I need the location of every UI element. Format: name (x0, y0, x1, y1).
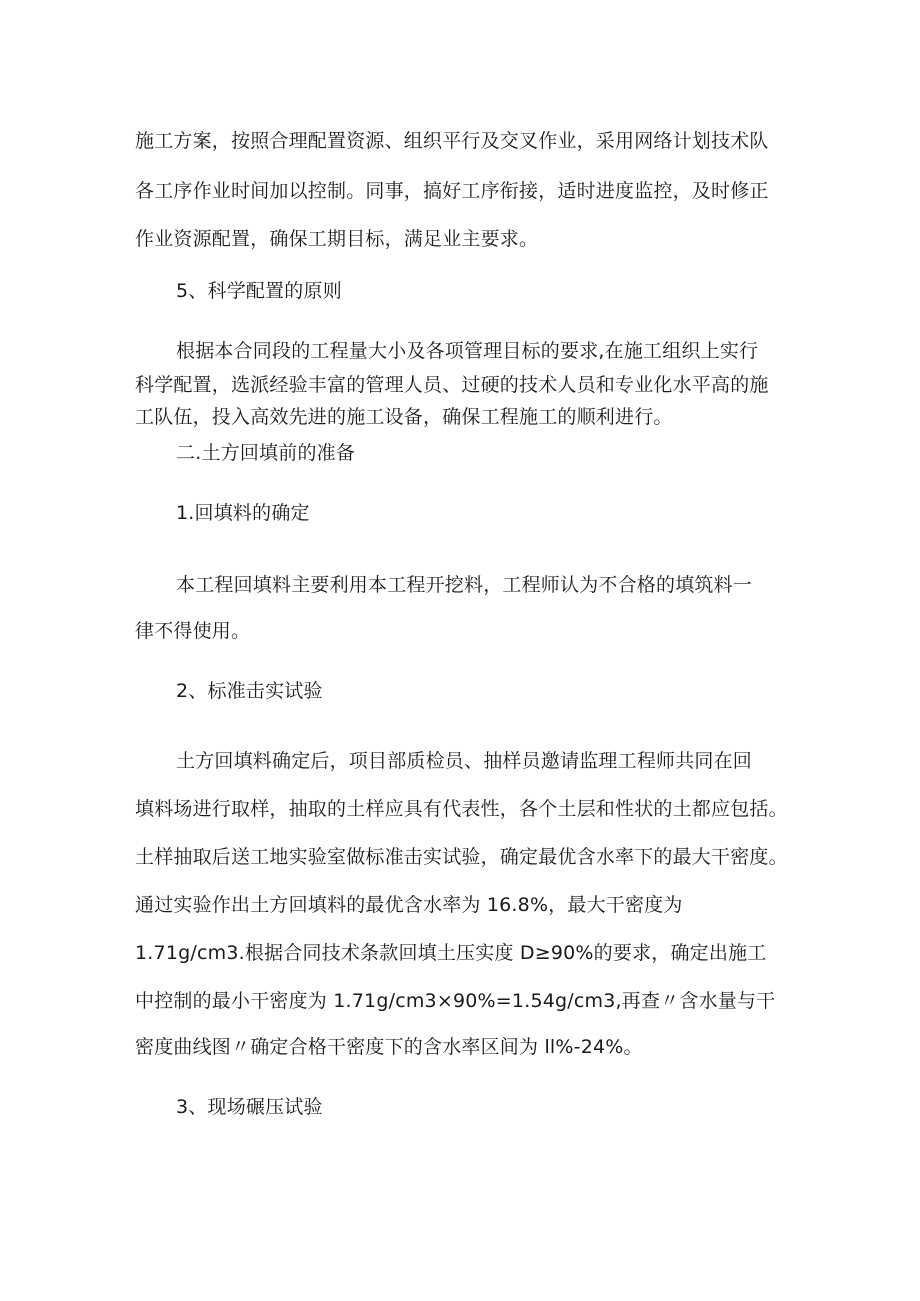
paragraph-2-line-2: 科学配置，选派经验丰富的管理人员、过硬的技术人员和专业化水平高的施 (135, 374, 769, 396)
paragraph-1-line-1: 施工方案，按照合理配置资源、组织平行及交叉作业，采用网络计划技术队 (135, 130, 769, 152)
paragraph-3-line-2: 律不得使用。 (135, 620, 251, 642)
paragraph-4-line-6: 中控制的最小干密度为 1.71g∕cm3×90%=1.54g∕cm3,再查〃含水量与干 (135, 990, 776, 1012)
paragraph-2-line-3: 工队伍，投入高效先进的施工设备，确保工程施工的顺利进行。 (135, 406, 673, 428)
heading-scientific-configuration: 5、科学配置的原则 (176, 280, 342, 302)
paragraph-4-line-4: 通过实验作出土方回填料的最优含水率为 16.8%，最大干密度为 (135, 894, 683, 916)
heading-compaction-test: 2、标准击实试验 (176, 680, 323, 702)
paragraph-1-line-3: 作业资源配置，确保工期目标，满足业主要求。 (135, 228, 539, 250)
heading-backfill-material: 1.回填料的确定 (176, 502, 310, 524)
paragraph-4-line-7: 密度曲线图〃确定合格干密度下的含水率区间为 ll%-24%。 (135, 1036, 643, 1058)
paragraph-4-line-3: 土样抽取后送工地实验室做标准击实试验，确定最优含水率下的最大干密度。 (135, 846, 788, 868)
paragraph-2-line-1: 根据本合同段的工程量大小及各项管理目标的要求,在施工组织上实行 (176, 340, 759, 362)
paragraph-4-line-5: 1.71g∕cm3.根据合同技术条款回填土压实度 D≥90%的要求，确定出施工 (135, 942, 767, 964)
paragraph-1-line-2: 各工序作业时间加以控制。同事，搞好工序衔接，适时进度监控，及时修正 (135, 180, 769, 202)
section-heading-backfill-preparation: 二.土方回填前的准备 (176, 442, 356, 464)
paragraph-4-line-1: 土方回填料确定后，项目部质检员、抽样员邀请监理工程师共同在回 (176, 750, 753, 772)
heading-field-rolling-test: 3、现场碾压试验 (176, 1096, 323, 1118)
paragraph-3-line-1: 本工程回填料主要利用本工程开挖料，工程师认为不合格的填筑料一 (176, 574, 753, 596)
paragraph-4-line-2: 填料场进行取样，抽取的土样应具有代表性，各个土层和性状的土都应包括。 (135, 798, 788, 820)
